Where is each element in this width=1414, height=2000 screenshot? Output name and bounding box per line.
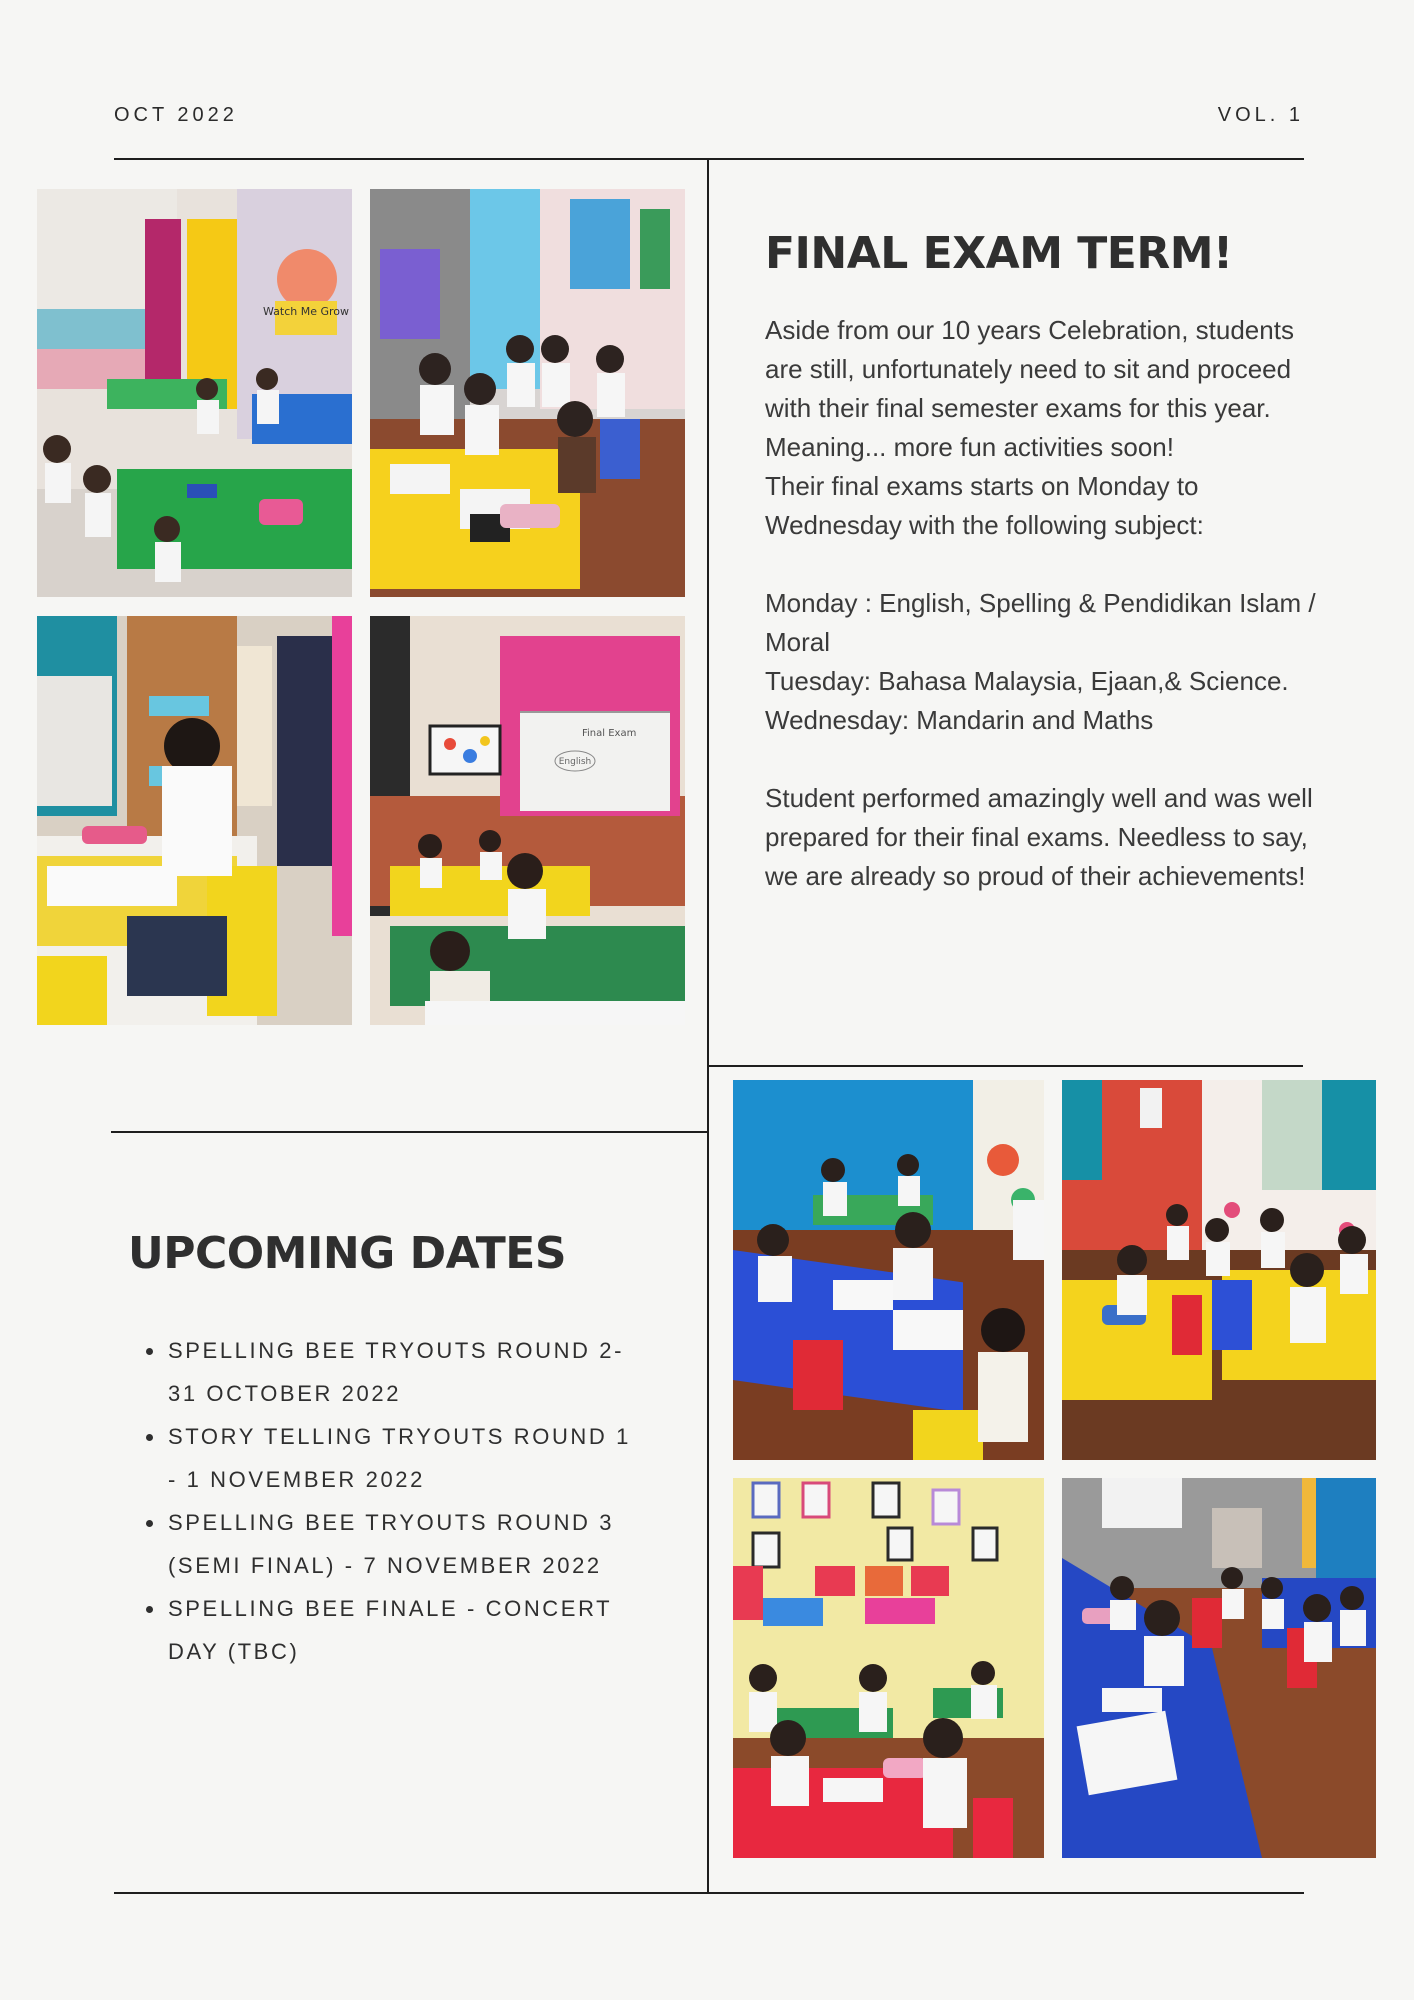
exam-photo-3: [733, 1478, 1044, 1858]
issue-volume: VOL. 1: [1217, 104, 1304, 126]
center-divider: [707, 158, 709, 1892]
final-exam-wednesday: Wednesday: Mandarin and Maths: [765, 705, 1154, 735]
exam-photo-2: [1062, 1080, 1376, 1460]
english-board-text: English: [558, 757, 592, 767]
right-mid-rule: [709, 1065, 1303, 1067]
final-exam-paragraph: Student performed amazingly well and was well prepared for their final exams. Needless to say, we are already so proud of their achievements!: [765, 783, 1313, 891]
list-item: • SPELLING BEE FINALE - CONCERT DAY (TBC): [166, 1587, 648, 1673]
classroom-photo-4: [370, 616, 685, 1025]
exam-photo-1: [733, 1080, 1044, 1460]
final-exam-section: [765, 228, 1325, 896]
list-item: • STORY TELLING TRYOUTS ROUND 1 - 1 NOVEMBER 2022: [166, 1415, 648, 1501]
classroom-photo-2: [370, 189, 685, 597]
list-item: • SPELLING BEE TRYOUTS ROUND 2- 31 OCTOBER 2022: [166, 1329, 648, 1415]
final-exam-board-text: Final Exam: [582, 728, 637, 739]
final-exam-paragraph: Their final exams starts on Monday to Wednesday with the following subject:: [765, 471, 1204, 540]
classroom-photo-1: [37, 189, 352, 597]
left-mid-rule: [111, 1131, 707, 1133]
final-exam-paragraph: Aside from our 10 years Celebration, students are still, unfortunately need to sit and proceed with their final semester exams for this year. Meaning... more fun activities soon!: [765, 315, 1294, 462]
classroom-photo-3: [37, 616, 352, 1025]
footer-rule: [114, 1892, 1304, 1894]
exam-photo-4: [1062, 1478, 1376, 1858]
issue-date: OCT 2022: [114, 104, 238, 126]
list-item: • SPELLING BEE TRYOUTS ROUND 3 (SEMI FINAL) - 7 NOVEMBER 2022: [166, 1501, 648, 1587]
watch-me-grow-sign: Watch Me Grow: [262, 305, 350, 318]
upcoming-dates-list: [128, 1329, 648, 1673]
upcoming-dates-title: UPCOMING DATES: [128, 1228, 567, 1279]
final-exam-monday: Monday : English, Spelling & Pendidikan Islam / Moral: [765, 588, 1316, 657]
upcoming-dates-section: [128, 1228, 648, 1673]
final-exam-title: FINAL EXAM TERM!: [765, 228, 1233, 279]
final-exam-body: [765, 311, 1325, 896]
header-rule: [114, 158, 1304, 160]
final-exam-tuesday: Tuesday: Bahasa Malaysia, Ejaan,& Science.: [765, 666, 1289, 696]
